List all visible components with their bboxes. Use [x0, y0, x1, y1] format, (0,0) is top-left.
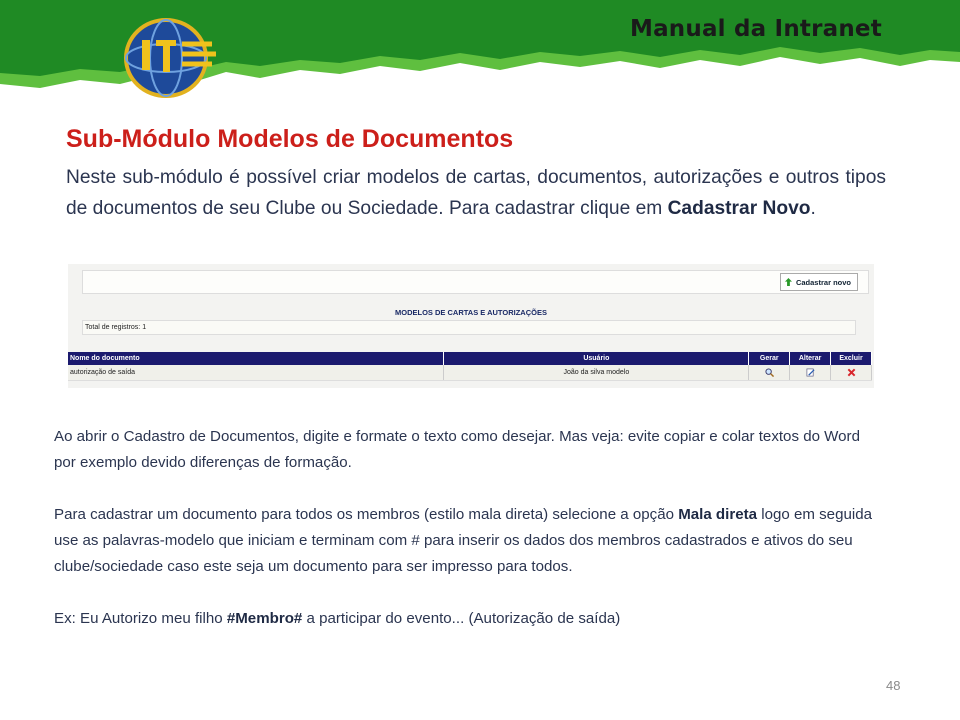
intro-text: Neste sub-módulo é possível criar modelos de cartas, documentos, autorizações e outros tipos de documentos de seu Clube ou Sociedade. Para cadastrar clique em — [66, 167, 886, 219]
generate-cell — [749, 365, 790, 381]
body-text — [54, 424, 874, 632]
logo-globe-icon — [112, 14, 224, 98]
p2-bold: Mala direta — [678, 506, 758, 523]
section-title: Sub-Módulo Modelos de Documentos — [66, 125, 514, 153]
column-header-edit: Alterar — [790, 352, 831, 365]
list-heading: MODELOS DE CARTAS E AUTORIZAÇÕES — [395, 308, 547, 317]
p2-text-a: Para cadastrar um documento para todos os membros (estilo mala direta) selecione a opção — [54, 506, 679, 523]
delete-icon[interactable] — [847, 368, 856, 377]
table-row — [68, 365, 872, 381]
p2-text-b: logo em seguida use as palavras-modelo que iniciam e terminam com # para inserir os dados dos membros cadastrados e ativos do seu clube/sociedade caso este seja um documento para ser impresso para todos. — [54, 506, 873, 575]
delete-cell — [831, 365, 872, 381]
paragraph-3 — [54, 606, 874, 632]
toolbar — [82, 270, 869, 294]
edit-cell — [790, 365, 831, 381]
intro-bold: Cadastrar Novo — [667, 198, 811, 219]
p3-text-b: a participar do evento... (Autorização de saída) — [302, 610, 621, 627]
column-header-delete: Excluir — [831, 352, 872, 365]
documents-table — [68, 352, 872, 381]
cadastrar-novo-label: Cadastrar novo — [795, 277, 851, 287]
document-name-cell: autorização de saída — [68, 365, 444, 381]
total-records: Total de registros: 1 — [82, 320, 856, 335]
intro-end: . — [810, 198, 816, 219]
column-header-user[interactable]: Usuário — [444, 352, 749, 365]
p3-text-a: Ex: Eu Autorizo meu filho — [54, 610, 227, 627]
intro-paragraph — [66, 162, 886, 224]
p3-bold: #Membro# — [226, 610, 303, 627]
column-header-name[interactable]: Nome do documento — [68, 352, 444, 365]
paragraph-2 — [54, 502, 874, 580]
page-number: 48 — [886, 678, 901, 693]
magnifier-icon[interactable] — [765, 368, 774, 377]
paragraph-1: Ao abrir o Cadastro de Documentos, digite e formate o texto como desejar. Mas veja: evite copiar e colar textos do Word por exemplo devido diferenças de formação. — [54, 428, 860, 471]
arrow-up-icon — [785, 278, 792, 286]
documents-screenshot — [68, 264, 874, 388]
brand-title: Manual da Intranet — [630, 16, 882, 42]
column-header-generate: Gerar — [749, 352, 790, 365]
edit-icon[interactable] — [806, 368, 815, 377]
cadastrar-novo-button[interactable] — [780, 273, 858, 291]
table-header-row — [68, 352, 872, 365]
user-cell: João da silva modelo — [444, 365, 749, 381]
